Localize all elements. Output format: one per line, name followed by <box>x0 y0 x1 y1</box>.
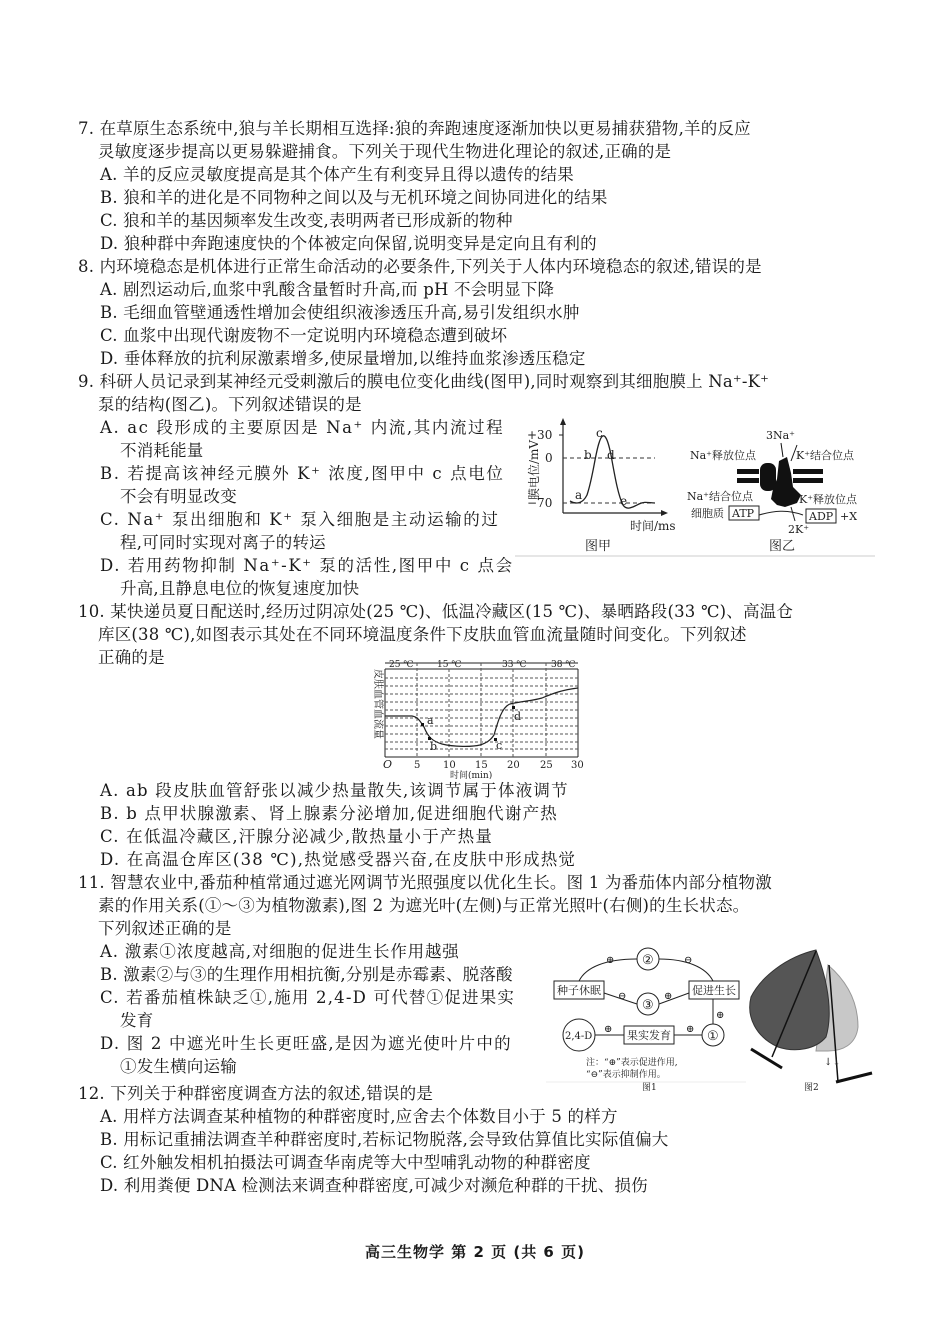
svg-text:①: ① <box>707 1029 719 1044</box>
q9-option-b: B. 若提高该神经元膜外 K⁺ 浓度,图甲中 c 点电位 <box>100 464 505 483</box>
svg-text:⊕: ⊕ <box>686 1024 695 1035</box>
svg-text:“⊖”表示抑制作用。: “⊖”表示抑制作用。 <box>586 1070 666 1080</box>
leaf-growth-diagram <box>750 950 872 1093</box>
svg-text:38 ℃: 38 ℃ <box>551 660 576 670</box>
hormone-relation-diagram <box>554 948 739 1093</box>
q10-option-a: A. ab 段皮肤血管舒张以减少热量散失,该调节属于体液调节 <box>100 781 569 800</box>
q9-option-a: A. ac 段形成的主要原因是 Na⁺ 内流,其内流过程 <box>100 418 505 437</box>
svg-text:图乙: 图乙 <box>769 539 796 554</box>
svg-text:ADP: ADP <box>809 510 834 523</box>
svg-text:细胞质: 细胞质 <box>691 507 724 520</box>
q11-stem-line2: 素的作用关系(①～③为植物激素),图 2 为遮光叶(左侧)与正常光照叶(右侧)的生长状态。 <box>98 896 750 915</box>
svg-text:⊕: ⊕ <box>606 955 615 966</box>
q11-option-c-cont: 发育 <box>120 1011 154 1030</box>
q12-option-a: A. 用样方法调查某种植物的种群密度时,应舍去个体数目小于 5 的样方 <box>100 1107 618 1126</box>
svg-text:15: 15 <box>475 760 488 771</box>
blood-flow-chart <box>362 657 588 779</box>
svg-text:时间/ms: 时间/ms <box>630 519 676 533</box>
svg-text:⊕: ⊕ <box>604 1024 613 1035</box>
q11-figure <box>546 937 874 1094</box>
q9-stem-line1: 9. 科研人员记录到某神经元受刺激后的膜电位变化曲线(图甲),同时观察到其细胞膜上 Na⁺-K⁺ <box>78 372 770 391</box>
svg-text:−70: −70 <box>527 496 553 510</box>
svg-text:K⁺释放位点: K⁺释放位点 <box>799 493 858 506</box>
q10-option-c: C. 在低温冷藏区,汗腺分泌减少,散热量小于产热量 <box>100 827 494 846</box>
page-footer: 高三生物学 第 2 页 (共 6 页) <box>365 1243 585 1261</box>
q10-stem-line2: 库区(38 ℃),如图表示其处在不同环境温度条件下皮肤血管血流量随时间变化。下列叙述 <box>98 625 747 644</box>
q7-option-c: C. 狼和羊的基因频率发生改变,表明两者已形成新的物种 <box>100 211 513 230</box>
svg-text:时间(min): 时间(min) <box>450 771 493 779</box>
q11-stem-line3: 下列叙述正确的是 <box>98 919 232 938</box>
q9-stem-line2: 泵的结构(图乙)。下列叙述错误的是 <box>98 395 362 414</box>
svg-text:5: 5 <box>414 760 421 771</box>
svg-text:⊕: ⊕ <box>664 991 673 1002</box>
svg-text:种子休眠: 种子休眠 <box>557 984 601 997</box>
q8-option-d: D. 垂体释放的抗利尿激素增多,使尿量增加,以维持血浆渗透压稳定 <box>100 349 586 368</box>
q10-stem-line3: 正确的是 <box>98 648 165 667</box>
q9-option-c-cont: 程,可同时实现对离子的转运 <box>120 533 326 552</box>
svg-text:+X: +X <box>840 510 858 523</box>
na-k-pump-diagram <box>687 429 858 554</box>
q12-option-c: C. 红外触发相机拍摄法可调查华南虎等大中型哺乳动物的种群密度 <box>100 1153 591 1172</box>
q9-option-d-cont: 升高,且静息电位的恢复速度加快 <box>120 579 360 598</box>
svg-text:↓↓: ↓↓ <box>824 1057 841 1068</box>
svg-text:c: c <box>496 739 503 752</box>
svg-text:⊕: ⊕ <box>716 1010 725 1021</box>
svg-text:b: b <box>584 448 592 462</box>
svg-text:2K⁺: 2K⁺ <box>788 523 810 536</box>
svg-text:③: ③ <box>642 998 654 1013</box>
svg-text:10: 10 <box>443 760 456 771</box>
svg-text:b: b <box>430 740 438 753</box>
svg-text:+30: +30 <box>527 428 553 442</box>
svg-text:20: 20 <box>507 760 520 771</box>
svg-text:图甲: 图甲 <box>585 539 612 554</box>
svg-text:⊖: ⊖ <box>684 955 693 966</box>
q7-stem-line1: 7. 在草原生态系统中,狼与羊长期相互选择:狼的奔跑速度逐渐加快以更易捕获猎物,羊的反应 <box>78 119 751 138</box>
q9-option-c: C. Na⁺ 泵出细胞和 K⁺ 泵入细胞是主动运输的过 <box>100 510 500 529</box>
svg-text:30: 30 <box>571 760 584 771</box>
q8-option-a: A. 剧烈运动后,血浆中乳酸含量暂时升高,而 pH 不会明显下降 <box>100 280 555 299</box>
svg-text:2,4-D: 2,4-D <box>565 1031 593 1042</box>
q11-stem-line1: 11. 智慧农业中,番茄种植常通过遮光网调节光照强度以优化生长。图 1 为番茄体内部分植物激 <box>78 873 772 892</box>
svg-text:a: a <box>575 488 583 502</box>
svg-text:促进生长: 促进生长 <box>692 984 736 997</box>
q11-option-c: C. 若番茄植株缺乏①,施用 2,4-D 可代替①促进果实 <box>100 988 516 1007</box>
svg-text:O: O <box>383 758 393 771</box>
q10-option-b: B. b 点甲状腺激素、肾上腺素分泌增加,促进细胞代谢产热 <box>100 804 558 823</box>
svg-text:15 ℃: 15 ℃ <box>437 660 462 670</box>
svg-text:⊖: ⊖ <box>618 991 627 1002</box>
svg-text:25: 25 <box>540 760 553 771</box>
q7-option-d: D. 狼种群中奔跑速度快的个体被定向保留,说明变异是定向且有利的 <box>100 234 597 253</box>
q11-option-d-cont: ①发生横向运输 <box>120 1057 237 1076</box>
svg-text:0: 0 <box>545 451 553 465</box>
q12-option-b: B. 用标记重捕法调查羊种群密度时,若标记物脱落,会导致估算值比实际值偏大 <box>100 1130 669 1149</box>
svg-text:e: e <box>620 494 628 508</box>
membrane-potential-chart <box>526 418 676 554</box>
q7-option-b: B. 狼和羊的进化是不同物种之间以及与无机环境之间协同进化的结果 <box>100 188 608 207</box>
svg-text:K⁺结合位点: K⁺结合位点 <box>796 449 855 462</box>
q8-stem-line1: 8. 内环境稳态是机体进行正常生命活动的必要条件,下列关于人体内环境稳态的叙述,错误的是 <box>78 257 762 276</box>
svg-text:c: c <box>596 426 603 440</box>
svg-text:膜电位/mV: 膜电位/mV <box>527 439 541 500</box>
q10-option-d: D. 在高温仓库区(38 ℃),热觉感受器兴奋,在皮肤中形成热觉 <box>100 850 577 869</box>
q12-option-d: D. 利用粪便 DNA 检测法来调查种群密度,可减少对濒危种群的干扰、损伤 <box>100 1176 648 1195</box>
q9-option-b-cont: 不会有明显改变 <box>120 487 237 506</box>
svg-text:图1: 图1 <box>642 1083 657 1093</box>
q12-stem-line1: 12. 下列关于种群密度调查方法的叙述,错误的是 <box>78 1084 434 1103</box>
svg-text:25 ℃: 25 ℃ <box>389 660 414 670</box>
svg-text:果实发育: 果实发育 <box>627 1029 671 1042</box>
svg-text:d: d <box>514 710 522 723</box>
q8-option-b: B. 毛细血管壁通透性增加会使组织液渗透压升高,易引发组织水肿 <box>100 303 580 322</box>
svg-text:Na⁺释放位点: Na⁺释放位点 <box>690 449 756 462</box>
svg-text:皮肤血管血流量: 皮肤血管血流量 <box>372 669 383 739</box>
svg-text:②: ② <box>642 953 654 968</box>
q7-stem-line2: 灵敏度逐步提高以更易躲避捕食。下列关于现代生物进化理论的叙述,正确的是 <box>98 142 672 161</box>
svg-text:33 ℃: 33 ℃ <box>502 660 527 670</box>
q7-option-a: A. 羊的反应灵敏度提高是其个体产生有利变异且得以遗传的结果 <box>100 165 574 184</box>
q11-option-d: D. 图 2 中遮光叶生长更旺盛,是因为遮光使叶片中的 <box>100 1034 512 1053</box>
q8-option-c: C. 血浆中出现代谢废物不一定说明内环境稳态遭到破坏 <box>100 326 508 345</box>
svg-text:ATP: ATP <box>732 507 755 520</box>
q9-option-a-cont: 不消耗能量 <box>120 441 204 460</box>
svg-text:Na⁺结合位点: Na⁺结合位点 <box>687 490 753 503</box>
q9-option-d: D. 若用药物抑制 Na⁺-K⁺ 泵的活性,图甲中 c 点会 <box>100 556 514 575</box>
q9-figure <box>515 415 875 560</box>
svg-text:d: d <box>607 448 615 462</box>
q11-option-b: B. 激素②与③的生理作用相抗衡,分别是赤霉素、脱落酸 <box>100 965 513 984</box>
svg-text:注：“⊕”表示促进作用,: 注：“⊕”表示促进作用, <box>586 1058 678 1068</box>
q11-option-a: A. 激素①浓度越高,对细胞的促进生长作用越强 <box>100 942 460 961</box>
svg-text:图2: 图2 <box>804 1083 819 1093</box>
q10-stem-line1: 10. 某快递员夏日配送时,经历过阴凉处(25 ℃)、低温冷藏区(15 ℃)、暴晒路段(33 ℃)、高温仓 <box>78 602 794 621</box>
svg-text:a: a <box>427 714 434 727</box>
svg-text:3Na⁺: 3Na⁺ <box>766 429 795 442</box>
